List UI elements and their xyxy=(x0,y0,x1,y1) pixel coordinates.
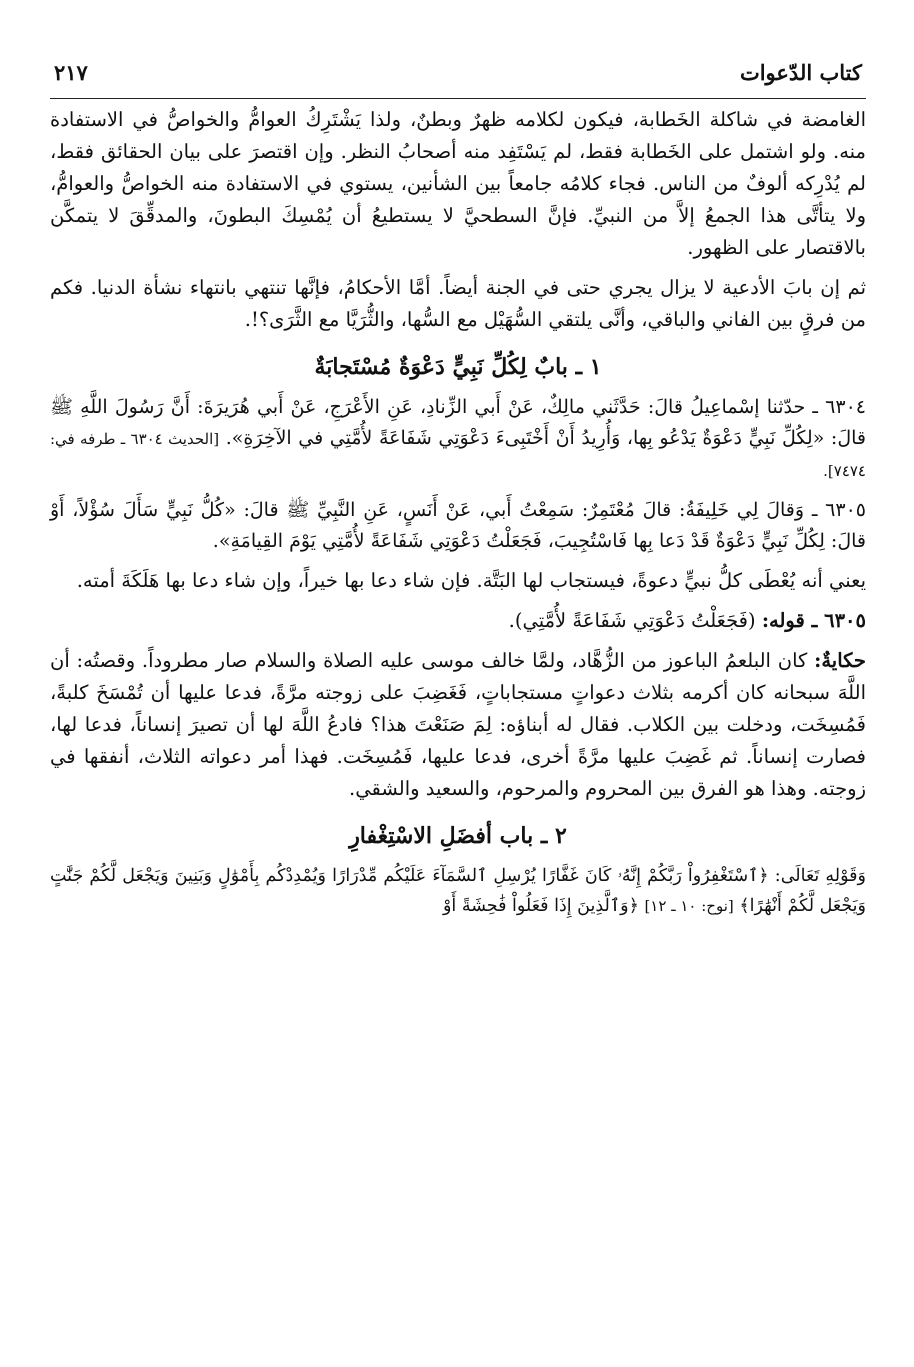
section-heading-1: ١ ـ بابٌ لِكُلِّ نَبِيٍّ دَعْوَةٌ مُسْتَجابَةٌ xyxy=(314,354,602,380)
commentary-explanation: يعني أنه يُعْطَى كلُّ نبيٍّ دعوةً، فيستجاب لها البَتَّة. فإن شاء دعا بها خيراً، وإن شاء دعا بها هَلَكَةَ أمته. xyxy=(76,569,866,592)
hadith-6305: ٦٣٠٥ ـ وَقالَ لِي خَلِيفَةُ: قالَ مُعْتَمِرٌ: سَمِعْتُ أَبي، عَنْ أَنَسٍ، عَنِ النَّبِيِّ ﷺ قالَ: «كُلُّ نَبِيٍّ سَأَلَ سُؤْلاً، أَوْ قالَ: لِكُلِّ نَبِيٍّ دَعْوَةٌ قَدْ دَعا بِها فَاسْتُجِيبَ، فَجَعَلْتُ دَعْوَتِي شَفَاعَةً لأُمَّتِي يَوْمَ القِيامَةِ». xyxy=(50,499,866,552)
page-header xyxy=(50,52,866,99)
page-body xyxy=(50,104,866,929)
hadith-6304-reference: [الحديث ٦٣٠٤ ـ طرفه في: ٧٤٧٤]. xyxy=(50,430,866,480)
section-heading-2: ٢ ـ باب أفضَلِ الاسْتِغْفارِ xyxy=(349,823,567,849)
commentary-story xyxy=(50,645,866,805)
paragraph-intro: الغامضة في شاكلة الخَطابة، فيكون لكلامه ظهرٌ وبطنٌ، ولذا يَشْتَرِكُ العوامُّ والخواصُّ في الاستفادة منه. ولو اشتمل على الخَطابة فقط، لم يَسْتَفِد منه أصحابُ النظر. وإن اقتصرَ على بيان الحقائق فقط، لم يُدْرِكه ألوفٌ من الناس. فجاء كلامُه جامعاً بين الشأنين، يستوي في الاستفادة منه الخواصُّ والعوامُّ، ولا يتأتَّى هذا الجمعُ إلاَّ من النبيِّ. فإنَّ السطحيَّ لا يستطيعُ أن يُمْسِكَ البطونَ، والمدقِّقَ لا يتمكَّن بالاقتصار على الظهور. xyxy=(50,108,866,259)
quran-text-continued: ﴿وَٱلَّذِينَ إِذَا فَعَلُواْ فَٰحِشَةً أَوْ xyxy=(442,896,639,916)
commentary-quote xyxy=(50,605,866,637)
quran-verses xyxy=(50,861,866,921)
hadith-6304-text: ٦٣٠٤ ـ حدّثنا إسْماعِيلُ قالَ: حَدَّثَني مالِكٌ، عَنْ أَبي الزِّنادِ، عَنِ الأَعْرَجِ، عَنْ أَبي هُرَيرَةَ: أَنَّ رَسُولَ اللَّهِ ﷺ قالَ: «لِكُلِّ نَبِيٍّ دَعْوَةٌ يَدْعُو بِها، وَأُرِيدُ أَنْ أَخْتَبِىءَ دَعْوَتِي شَفَاعَةً لأُمَّتِي في الآخِرَةِ». xyxy=(50,396,866,449)
commentary-quote-text: (فَجَعَلْتُ دَعْوَتِي شَفَاعَةً لأُمَّتِي). xyxy=(508,609,756,632)
book-title: كتاب الدّعوات xyxy=(739,60,862,85)
commentary-quote-label: ٦٣٠٥ ـ قوله: xyxy=(761,609,866,632)
quran-intro: وَقَوْلِهِ تَعَالَى: xyxy=(774,866,866,886)
quran-text: ﴿ٱسْتَغْفِرُواْ رَبَّكُمْ إِنَّهُۥ كَانَ غَفَّارًا يُرْسِلِ ٱلسَّمَآءَ عَلَيْكُم مِّدْرَارًا وَيُمْدِدْكُم بِأَمْوَٰلٍ وَبَنِينَ وَيَجْعَل لَّكُمْ جَنَّٰتٍ وَيَجْعَل لَّكُمْ أَنْهَٰرًا﴾ xyxy=(50,866,866,916)
page-number: ٢١٧ xyxy=(54,60,88,85)
paragraph-supplications: ثم إن بابَ الأدعية لا يزال يجري حتى في الجنة أيضاً. أمَّا الأحكامُ، فإنَّها تنتهي بانتهاء نشأة الدنيا. فكم من فرقٍ بين الفاني والباقي، وأنَّى يلتقي السُّهَيْل مع السُّها، والثُّرَيَّا مع الثَّرَى؟!. xyxy=(50,276,866,331)
story-text: كان البلعمُ الباعوز من الزُّهَّاد، ولمَّا خالف موسى عليه الصلاة والسلام صار مطروداً. وقصتُه: أن اللَّهَ سبحانه كان أكرمه بثلاث دعواتٍ مستجاباتٍ، فَغَضِبَ على زوجته مرَّةً، فدعا عليها أن تُمْسَخَ كلبةً، فَمُسِخَت، ودخلت بين الكلاب. فقال له أبناؤه: لِمَ صَنَعْتَ هذا؟ فادعُ اللَّهَ لها أن تصيرَ إنساناً، فدعا لها، فصارت إنساناً. ثم غَضِبَ عليها مرَّةً أخرى، فدعا عليها، فَمُسِخَت. فهذا أمر دعواته الثلاث، أنفقها في زوجته. وهذا هو الفرق بين المحروم والمرحوم، والسعيد والشقي. xyxy=(50,649,866,800)
story-label: حكايةٌ: xyxy=(814,649,866,672)
quran-reference: [نوح: ١٠ ـ ١٢] xyxy=(644,897,734,915)
hadith-6304 xyxy=(50,392,866,487)
